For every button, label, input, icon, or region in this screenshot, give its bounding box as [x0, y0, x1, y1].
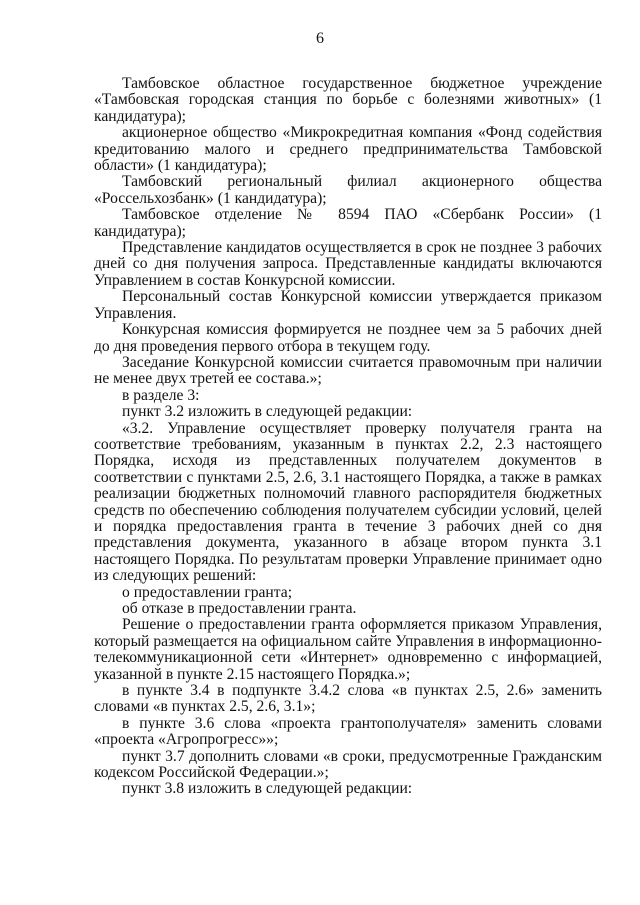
- paragraph: Представление кандидатов осуществляется в срок не позднее 3 рабочих дней со дня получения запроса. Представленные кандидаты включаются Управлением в состав Конкурсной комиссии.: [94, 239, 602, 289]
- paragraph: Решение о предоставлении гранта оформляется приказом Управления, который размещается на официальном сайте Управления в информационно-телекоммуникационной сети «Интернет» одновременно с информацией, указанной в пункте 2.15 настоящего Порядка.»;: [94, 616, 602, 683]
- paragraph: Заседание Конкурсной комиссии считается правомочным при наличии не менее двух третей ее состава.»;: [94, 353, 602, 388]
- paragraph: Персональный состав Конкурсной комиссии утверждается приказом Управления.: [94, 288, 602, 322]
- paragraph: о предоставлении гранта;: [122, 583, 293, 601]
- paragraph: пункт 3.8 изложить в следующей редакции:: [122, 780, 413, 798]
- paragraph: в пункте 3.4 в подпункте 3.4.2 слова «в пунктах 2.5, 2.6» заменить словами «в пунктах 2.5, 2.6, 3.1»;: [94, 682, 602, 716]
- paragraph: пункт 3.7 дополнить словами «в сроки, предусмотренные Гражданским кодексом Российской Федерации.»;: [94, 747, 602, 782]
- paragraph: Тамбовское отделение № 8594 ПАО «Сбербанк России» (1 кандидатура);: [94, 206, 602, 240]
- paragraph: Тамбовское областное государственное бюджетное учреждение «Тамбовская городская станция по борьбе с болезнями животных» (1 кандидатура);: [94, 75, 602, 125]
- paragraph: в разделе 3:: [122, 386, 200, 404]
- paragraph: в пункте 3.6 слова «проекта грантополучателя» заменить словами «проекта «Агропрогресс»»;: [94, 714, 602, 749]
- page-number: 6: [316, 30, 324, 47]
- paragraph: пункт 3.2 изложить в следующей редакции:: [122, 403, 413, 421]
- document-body: [94, 76, 602, 798]
- paragraph: об отказе в предоставлении гранта.: [122, 600, 357, 617]
- paragraph: акционерное общество «Микрокредитная компания «Фонд содействия кредитованию малого и среднего предпринимательства Тамбовской области» (1 кандидатура);: [94, 124, 602, 175]
- paragraph: Тамбовский региональный филиал акционерного общества «Россельхозбанк» (1 кандидатура);: [94, 173, 602, 207]
- paragraph: «3.2. Управление осуществляет проверку получателя гранта на соответствие требованиям, указанным в пунктах 2.2, 2.3 настоящего Порядка, исходя из представленных получателем документов в соответствии с пунктами 2.5, 2.6, 3.1 настоящего Порядка, а также в рамках реализации бюджетных полномочий главного распорядителя бюджетных средств по обеспечению соблюдения получателем субсидии условий, целей и порядка предоставления гранта в течение 3 рабочих дней со дня представления документа, указанного в абзаце втором пункта 3.1 настоящего Порядка. По результатам проверки Управление принимает одно из следующих решений:: [94, 419, 602, 585]
- paragraph: Конкурсная комиссия формируется не позднее чем за 5 рабочих дней до дня проведения первого отбора в текущем году.: [94, 321, 602, 355]
